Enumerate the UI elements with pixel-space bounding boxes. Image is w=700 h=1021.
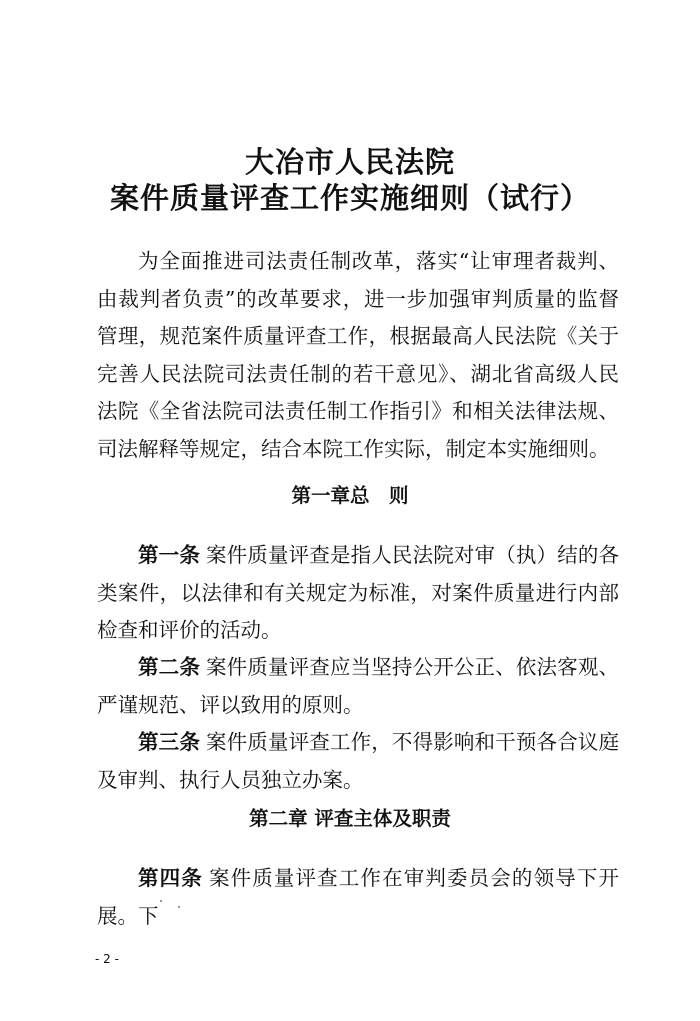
document-title-line2: 案件质量评查工作实施细则（试行） bbox=[109, 181, 590, 215]
page-number: - 2 - bbox=[95, 952, 119, 966]
article-4-text: 案件质量评查工作在审判委员会的领导下开展。下 bbox=[97, 866, 620, 928]
article-4-label: 第四条 bbox=[138, 866, 203, 890]
article-1 bbox=[97, 537, 619, 650]
chapter-2-heading: 第二章 评查主体及职责 bbox=[249, 807, 451, 830]
article-3-text: 案件质量评查工作，不得影响和干预各合议庭及审判、执行人员独立办案。 bbox=[97, 730, 620, 792]
article-3-label: 第三条 bbox=[138, 730, 200, 754]
document-title-line1: 大冶市人民法院 bbox=[244, 145, 455, 179]
article-1-label: 第一条 bbox=[138, 543, 200, 567]
preamble-paragraph: 为全面推进司法责任制改革，落实“让审理者裁判、由裁判者负责”的改革要求，进一步加强审判质量的监督管理，规范案件质量评查工作，根据最高人民法院《关于完善人民法院司法责任制的若干意见》、湖北省高级人民法院《全省法院司法责任制工作指引》和相关法律法规、司法解释等规定，结合本院工作实际，制定本实施细则。 bbox=[97, 249, 619, 461]
chapter-1-heading: 第一章总 则 bbox=[291, 484, 409, 507]
article-2-label: 第二条 bbox=[138, 655, 200, 679]
scan-speck bbox=[178, 906, 180, 908]
article-1-text: 案件质量评查是指人民法院对审（执）结的各类案件，以法律和有关规定为标准，对案件质量进行内部检查和评价的活动。 bbox=[97, 543, 620, 642]
article-4 bbox=[97, 860, 619, 935]
article-2 bbox=[97, 649, 619, 724]
scan-speck bbox=[160, 900, 162, 902]
article-2-text: 案件质量评查应当坚持公开公正、依法客观、严谨规范、评以致用的原则。 bbox=[97, 655, 620, 717]
article-3 bbox=[97, 724, 619, 799]
